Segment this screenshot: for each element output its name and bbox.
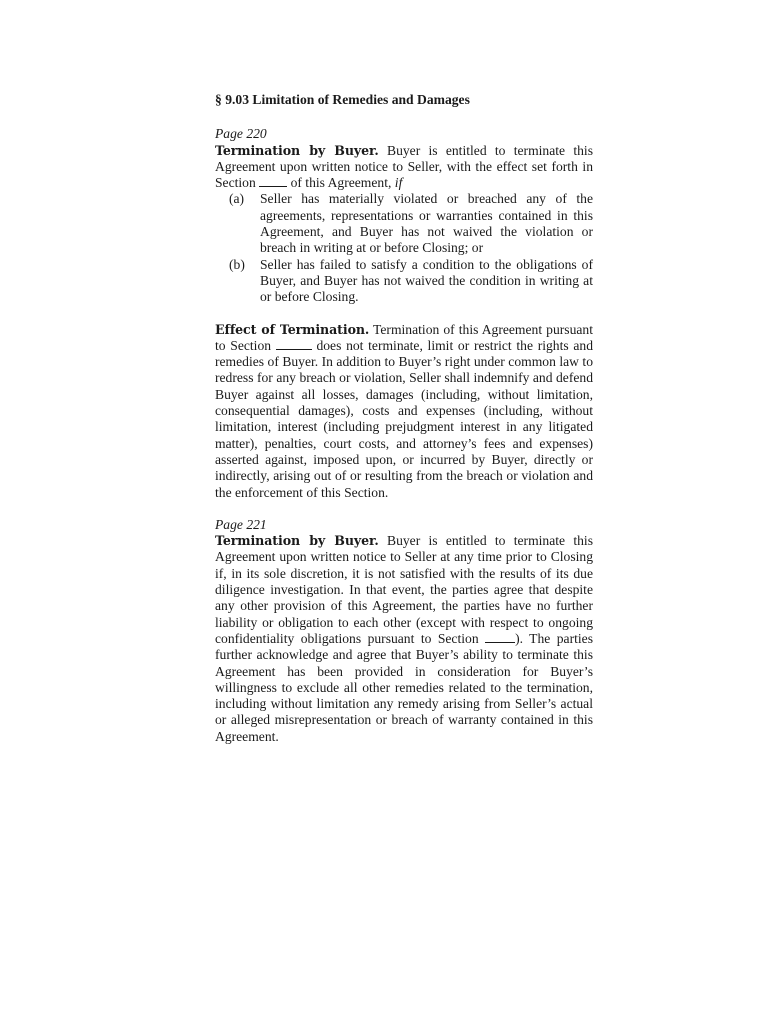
document-page	[215, 92, 593, 745]
clause-3-body	[215, 533, 593, 745]
clause-1-text-b: of this Agreement,	[287, 175, 395, 191]
spacer	[215, 306, 593, 322]
spacer	[215, 501, 593, 517]
termination-by-buyer-clause-1	[215, 126, 593, 305]
clause-3-text-a: Buyer is entitled to terminate this Agreement upon written notice to Seller at any time prior to Closing if, in its sole discretion, it is not satisfied with the results of its due diligence investigation. In that event, the parties agree that despite any other provision of this Agreement, the parties have no further liability or obligation to each other (except with respect to ongoing confidentiality obligations pursuant to Section	[215, 533, 593, 646]
section-blank	[276, 338, 312, 350]
page-reference-220: Page 220	[215, 126, 267, 142]
clause-3-text-b: ). The parties further acknowledge and agree that Buyer’s ability to terminate this Agreement has been provided in consideration for Buyer’s willingness to exclude all other remedies related to the termination, including without limitation any remedy arising from Seller’s actual or alleged misrepresentation or breach of warranty contained in this Agreement.	[215, 630, 593, 744]
section-blank	[259, 175, 287, 187]
clause-1-intro	[215, 143, 593, 192]
condition-item-a	[215, 191, 593, 256]
clause-2-lead: Effect of Termination.	[215, 321, 370, 337]
clause-1-text-a: Buyer is entitled to terminate this Agreement upon written notice to Seller, with the effect set forth in Section	[215, 142, 593, 191]
termination-by-buyer-clause-2	[215, 517, 593, 745]
clause-2-text-a: Termination of this Agreement pursuant to Section	[215, 321, 593, 353]
condition-text: Seller has failed to satisfy a condition to the obligations of Buyer, and Buyer has not waived the condition in writing at or before Closing.	[260, 256, 593, 305]
effect-of-termination-clause	[215, 322, 593, 501]
condition-list	[215, 191, 593, 305]
section-blank	[485, 631, 515, 643]
page-reference-221: Page 221	[215, 516, 267, 532]
condition-marker: (b)	[229, 256, 245, 272]
section-heading: § 9.03 Limitation of Remedies and Damages	[215, 92, 470, 107]
clause-1-lead: Termination by Buyer.	[215, 142, 379, 158]
clause-1-if: if	[394, 175, 403, 191]
condition-marker: (a)	[229, 191, 245, 207]
clause-3-lead: Termination by Buyer.	[215, 533, 379, 549]
condition-item-b	[215, 257, 593, 306]
condition-text: Seller has materially violated or breached any of the agreements, representations or warranties contained in this Agreement, and Buyer has not waived the violation or breach in writing at or before Closing; or	[260, 191, 593, 256]
clause-2-text-b: does not terminate, limit or restrict the rights and remedies of Buyer. In addition to Buyer’s right under common law to redress for any breach or violation, Seller shall indemnify and defend Buyer against all losses, damages (including, without limitation, consequential damages), costs and expenses (including, without limitation, interest (including prejudgment interest in any litigated matter), penalties, court costs, and attorney’s fees and expenses) asserted against, imposed upon, or incurred by Buyer, directly or indirectly, arising out of or resulting from the breach or violation and the enforcement of this Section.	[215, 337, 593, 500]
